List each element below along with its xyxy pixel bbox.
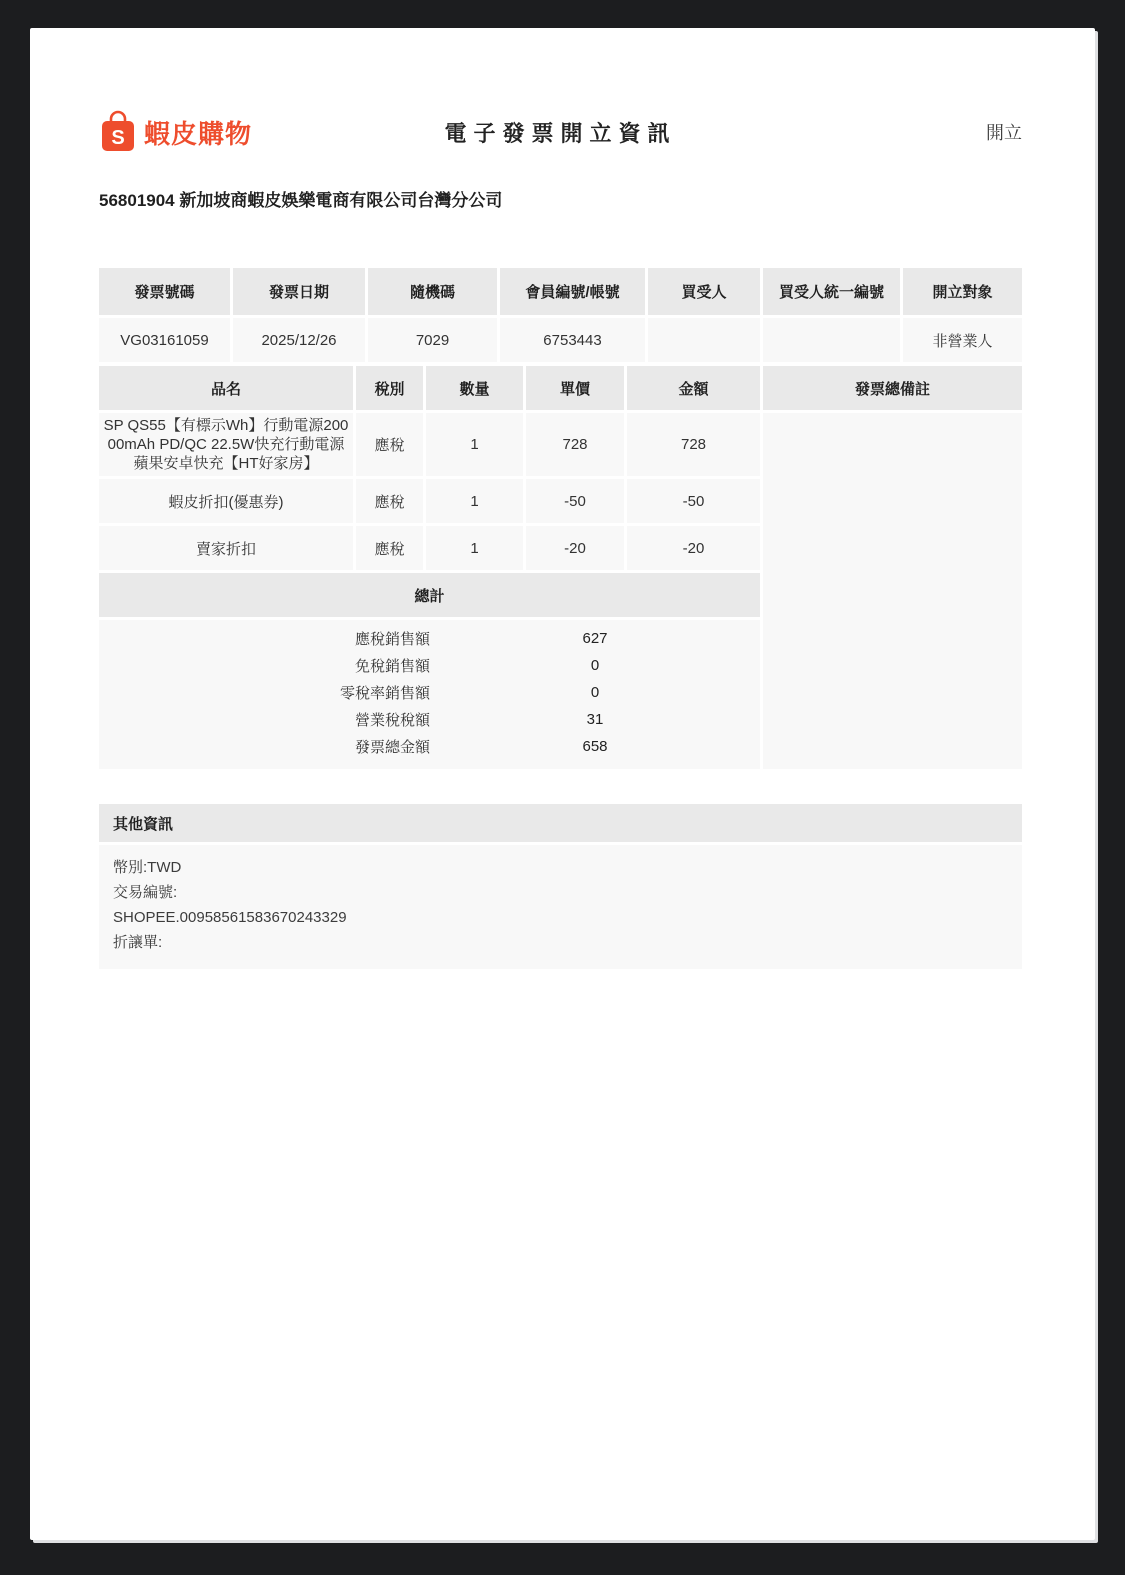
col-header-invoice-no: 發票號碼: [99, 268, 230, 315]
item-name: 賣家折扣: [99, 526, 353, 570]
item-tax-type: 應稅: [356, 526, 423, 570]
other-info-body: [99, 845, 1022, 969]
totals-block: [99, 620, 760, 769]
totals-value: 658: [582, 738, 608, 755]
shopee-brand: [99, 110, 252, 154]
col-header-unit-price: 單價: [526, 366, 624, 410]
allowance-line: 折讓單:: [113, 934, 163, 951]
totals-label: 免稅銷售額: [354, 658, 430, 675]
totals-label: 發票總金額: [354, 739, 430, 756]
other-info-title: 其他資訊: [99, 804, 1022, 842]
item-qty: 1: [426, 526, 523, 570]
totals-value: 0: [590, 657, 600, 674]
random-code-value: 7029: [368, 318, 497, 362]
item-amount: 728: [627, 413, 760, 476]
totals-header: 總計: [99, 573, 760, 617]
col-header-amount: 金額: [627, 366, 760, 410]
col-header-remark: 發票總備註: [763, 366, 1022, 410]
col-header-member-account: 會員編號/帳號: [500, 268, 645, 315]
col-header-random-code: 隨機碼: [368, 268, 497, 315]
item-amount: -50: [627, 479, 760, 523]
transaction-id-value-line: SHOPEE.00958561583670243329: [113, 909, 347, 926]
buyer-tax-id-value: [763, 318, 900, 362]
item-tax-type: 應稅: [356, 413, 423, 476]
item-name: SP QS55【有標示Wh】行動電源20000mAh PD/QC 22.5W快充行動電源蘋果安卓快充【HT好家房】: [99, 413, 353, 476]
totals-line: [99, 733, 760, 760]
item-unit-price: 728: [526, 413, 624, 476]
invoice-page: [30, 28, 1095, 1540]
issue-status-label: 開立: [986, 123, 1022, 143]
seller-company-line: 56801904 新加坡商蝦皮娛樂電商有限公司台灣分公司: [99, 191, 503, 210]
totals-value: 627: [582, 630, 608, 647]
item-unit-price: -20: [526, 526, 624, 570]
invoice-date-value: 2025/12/26: [233, 318, 365, 362]
item-amount: -20: [627, 526, 760, 570]
invoice-items-table: [99, 366, 1022, 769]
invoice-info-table: [99, 268, 1022, 362]
shopee-bag-icon: [99, 110, 137, 154]
buyer-value: [648, 318, 760, 362]
currency-line: 幣別:TWD: [113, 859, 182, 876]
other-info-section: [99, 804, 1022, 969]
totals-label: 零稅率銷售額: [339, 685, 430, 702]
col-header-buyer-tax-id: 買受人統一編號: [763, 268, 900, 315]
item-qty: 1: [426, 413, 523, 476]
member-account-value: 6753443: [500, 318, 645, 362]
item-qty: 1: [426, 479, 523, 523]
col-header-buyer: 買受人: [648, 268, 760, 315]
totals-label: 應稅銷售額: [354, 631, 430, 648]
brand-name: 蝦皮購物: [144, 118, 253, 149]
svg-text:S: S: [111, 127, 125, 149]
totals-line: [99, 679, 760, 706]
totals-value: 31: [586, 711, 604, 728]
invoice-remark-cell: [763, 413, 1022, 769]
item-tax-type: 應稅: [356, 479, 423, 523]
document-header: [99, 108, 1022, 156]
totals-line: [99, 706, 760, 733]
col-header-invoice-date: 發票日期: [233, 268, 365, 315]
totals-label: 營業稅稅額: [354, 712, 430, 729]
col-header-qty: 數量: [426, 366, 523, 410]
totals-value: 0: [590, 684, 600, 701]
totals-line: [99, 625, 760, 652]
col-header-issue-target: 開立對象: [903, 268, 1022, 315]
col-header-item-name: 品名: [99, 366, 353, 410]
item-name: 蝦皮折扣(優惠券): [99, 479, 353, 523]
issue-target-value: 非營業人: [903, 318, 1022, 362]
totals-line: [99, 652, 760, 679]
invoice-no-value: VG03161059: [99, 318, 230, 362]
item-unit-price: -50: [526, 479, 624, 523]
transaction-id-label-line: 交易編號:: [113, 884, 178, 901]
page-title: 電子發票開立資訊: [444, 120, 677, 146]
col-header-tax-type: 稅別: [356, 366, 423, 410]
